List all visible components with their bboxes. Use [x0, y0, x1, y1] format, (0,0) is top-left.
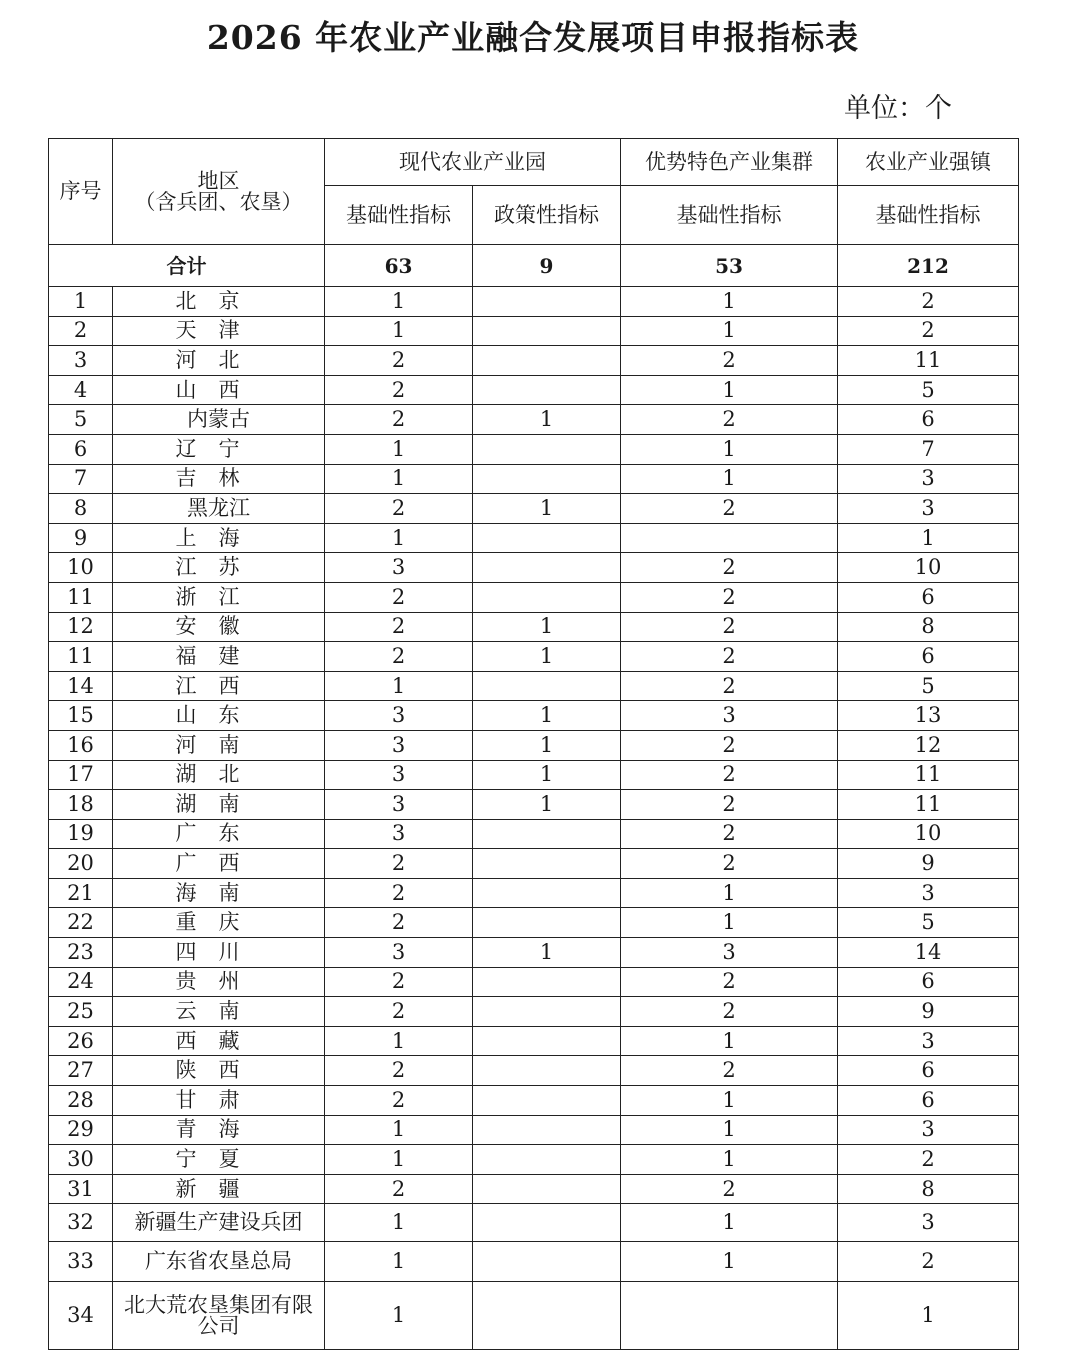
row-park-policy: [473, 1242, 621, 1282]
header-region-line1: 地区: [197, 168, 240, 193]
row-park-policy: [473, 967, 621, 997]
row-cluster-basic: 1: [621, 1204, 838, 1242]
table-row: [49, 642, 1019, 672]
row-town-basic: 1: [838, 523, 1019, 553]
row-seq: 26: [49, 1026, 113, 1056]
row-seq: 28: [49, 1086, 113, 1116]
row-seq: 33: [49, 1242, 113, 1282]
row-region: 四川: [113, 938, 325, 968]
row-region: 新疆: [113, 1174, 325, 1204]
row-town-basic: 13: [838, 701, 1019, 731]
row-region: 湖北: [113, 760, 325, 790]
row-region: 辽宁: [113, 434, 325, 464]
total-label: 合计: [49, 245, 325, 287]
row-seq: 19: [49, 819, 113, 849]
row-town-basic: 8: [838, 612, 1019, 642]
row-region: 内蒙古: [113, 405, 325, 435]
row-cluster-basic: 2: [621, 967, 838, 997]
row-town-basic: 8: [838, 1174, 1019, 1204]
row-park-policy: [473, 582, 621, 612]
row-cluster-basic: 1: [621, 1115, 838, 1145]
table-row: [49, 582, 1019, 612]
table-row: [49, 434, 1019, 464]
row-region: 新疆生产建设兵团: [113, 1204, 325, 1242]
row-region: 安徽: [113, 612, 325, 642]
row-park-policy: [473, 316, 621, 346]
row-park-policy: [473, 346, 621, 376]
table-row: [49, 405, 1019, 435]
row-seq: 30: [49, 1145, 113, 1175]
row-park-policy: [473, 1115, 621, 1145]
row-park-policy: [473, 1026, 621, 1056]
header-modern-park: 现代农业产业园: [325, 139, 621, 186]
table-row: [49, 908, 1019, 938]
row-park-policy: [473, 997, 621, 1027]
row-town-basic: 3: [838, 1115, 1019, 1145]
row-town-basic: 10: [838, 553, 1019, 583]
row-cluster-basic: 2: [621, 582, 838, 612]
table-row: [49, 790, 1019, 820]
row-seq: 34: [49, 1282, 113, 1350]
row-cluster-basic: 1: [621, 1145, 838, 1175]
row-town-basic: 10: [838, 819, 1019, 849]
row-park-policy: 1: [473, 405, 621, 435]
row-park-basic: 3: [325, 730, 473, 760]
row-cluster-basic: 2: [621, 819, 838, 849]
row-seq: 29: [49, 1115, 113, 1145]
row-town-basic: 6: [838, 1056, 1019, 1086]
row-cluster-basic: 1: [621, 1242, 838, 1282]
row-park-basic: 1: [325, 523, 473, 553]
table-row: [49, 701, 1019, 731]
row-park-policy: 1: [473, 642, 621, 672]
row-region: 吉林: [113, 464, 325, 494]
table-row: [49, 316, 1019, 346]
table-row: [49, 553, 1019, 583]
row-seq: 20: [49, 849, 113, 879]
table-row: [49, 938, 1019, 968]
row-park-policy: [473, 375, 621, 405]
quota-table: [48, 138, 1019, 1350]
table-row: [49, 1242, 1019, 1282]
row-region: 上海: [113, 523, 325, 553]
row-park-basic: 2: [325, 346, 473, 376]
row-town-basic: 6: [838, 642, 1019, 672]
row-park-policy: [473, 819, 621, 849]
row-town-basic: 3: [838, 878, 1019, 908]
table-row: [49, 1174, 1019, 1204]
row-cluster-basic: 1: [621, 908, 838, 938]
row-seq: 11: [49, 582, 113, 612]
row-park-basic: 1: [325, 287, 473, 317]
table-row: [49, 1282, 1019, 1350]
row-park-basic: 1: [325, 434, 473, 464]
row-town-basic: 14: [838, 938, 1019, 968]
header-region-line2: （含兵团、农垦）: [134, 189, 303, 214]
row-cluster-basic: 2: [621, 1056, 838, 1086]
row-seq: 6: [49, 434, 113, 464]
row-region: 海南: [113, 878, 325, 908]
row-seq: 7: [49, 464, 113, 494]
row-cluster-basic: 1: [621, 1086, 838, 1116]
row-town-basic: 9: [838, 849, 1019, 879]
row-region: 江苏: [113, 553, 325, 583]
table-row: [49, 730, 1019, 760]
table-row: [49, 849, 1019, 879]
row-park-basic: 2: [325, 1056, 473, 1086]
row-cluster-basic: 3: [621, 938, 838, 968]
table-row: [49, 1115, 1019, 1145]
row-park-policy: [473, 1056, 621, 1086]
row-region: 青海: [113, 1115, 325, 1145]
row-park-basic: 1: [325, 464, 473, 494]
header-strong-town: 农业产业强镇: [838, 139, 1019, 186]
row-cluster-basic: 2: [621, 730, 838, 760]
row-cluster-basic: 3: [621, 701, 838, 731]
row-town-basic: 9: [838, 997, 1019, 1027]
row-region: 天津: [113, 316, 325, 346]
row-cluster-basic: 2: [621, 760, 838, 790]
row-park-policy: [473, 553, 621, 583]
row-cluster-basic: 2: [621, 553, 838, 583]
row-seq: 17: [49, 760, 113, 790]
header-row-1: [49, 139, 1019, 186]
row-region: 河南: [113, 730, 325, 760]
row-cluster-basic: [621, 523, 838, 553]
row-park-basic: 2: [325, 1086, 473, 1116]
row-seq: 25: [49, 997, 113, 1027]
header-cluster-basic: 基础性指标: [621, 186, 838, 245]
row-seq: 4: [49, 375, 113, 405]
table-row: [49, 612, 1019, 642]
row-region: 广东省农垦总局: [113, 1242, 325, 1282]
row-park-basic: 2: [325, 405, 473, 435]
row-park-basic: 1: [325, 316, 473, 346]
row-park-basic: 1: [325, 1282, 473, 1350]
row-park-basic: 2: [325, 908, 473, 938]
row-seq: 11: [49, 642, 113, 672]
row-park-policy: [473, 1282, 621, 1350]
row-cluster-basic: 1: [621, 434, 838, 464]
table-row: [49, 1026, 1019, 1056]
row-park-policy: [473, 1145, 621, 1175]
row-park-policy: [473, 1086, 621, 1116]
table-row: [49, 494, 1019, 524]
row-park-basic: 3: [325, 701, 473, 731]
header-park-policy: 政策性指标: [473, 186, 621, 245]
row-park-policy: [473, 849, 621, 879]
row-cluster-basic: 2: [621, 494, 838, 524]
row-region: 湖南: [113, 790, 325, 820]
row-park-basic: 3: [325, 790, 473, 820]
row-cluster-basic: 1: [621, 316, 838, 346]
table-row: [49, 671, 1019, 701]
row-town-basic: 11: [838, 790, 1019, 820]
total-cluster-basic: 53: [621, 245, 838, 287]
row-park-policy: 1: [473, 494, 621, 524]
row-park-basic: 2: [325, 849, 473, 879]
row-town-basic: 2: [838, 287, 1019, 317]
row-region: 山西: [113, 375, 325, 405]
row-town-basic: 11: [838, 346, 1019, 376]
row-town-basic: 3: [838, 1204, 1019, 1242]
row-seq: 3: [49, 346, 113, 376]
row-town-basic: 5: [838, 908, 1019, 938]
row-park-basic: 2: [325, 997, 473, 1027]
row-region: 北京: [113, 287, 325, 317]
row-region: 浙江: [113, 582, 325, 612]
row-park-policy: [473, 287, 621, 317]
table-row: [49, 464, 1019, 494]
table-row: [49, 967, 1019, 997]
row-park-policy: 1: [473, 938, 621, 968]
row-park-basic: 2: [325, 1174, 473, 1204]
table-row: [49, 819, 1019, 849]
header-town-basic: 基础性指标: [838, 186, 1019, 245]
row-seq: 1: [49, 287, 113, 317]
row-seq: 23: [49, 938, 113, 968]
row-seq: 15: [49, 701, 113, 731]
row-park-basic: 1: [325, 1204, 473, 1242]
row-town-basic: 6: [838, 1086, 1019, 1116]
row-town-basic: 6: [838, 582, 1019, 612]
row-region: 贵州: [113, 967, 325, 997]
table-row: [49, 287, 1019, 317]
row-region: 黑龙江: [113, 494, 325, 524]
row-park-policy: 1: [473, 701, 621, 731]
row-cluster-basic: 2: [621, 642, 838, 672]
row-seq: 27: [49, 1056, 113, 1086]
total-row: [49, 245, 1019, 287]
row-park-policy: [473, 523, 621, 553]
row-region: 山东: [113, 701, 325, 731]
row-seq: 12: [49, 612, 113, 642]
row-park-policy: [473, 878, 621, 908]
row-cluster-basic: [621, 1282, 838, 1350]
row-region: 江西: [113, 671, 325, 701]
row-park-basic: 2: [325, 582, 473, 612]
row-cluster-basic: 1: [621, 878, 838, 908]
row-town-basic: 7: [838, 434, 1019, 464]
total-park-policy: 9: [473, 245, 621, 287]
row-park-basic: 3: [325, 553, 473, 583]
row-town-basic: 5: [838, 671, 1019, 701]
row-region: 广西: [113, 849, 325, 879]
row-cluster-basic: 1: [621, 287, 838, 317]
header-region: [113, 139, 325, 245]
row-region: 宁夏: [113, 1145, 325, 1175]
row-seq: 8: [49, 494, 113, 524]
row-cluster-basic: 1: [621, 464, 838, 494]
table-row: [49, 878, 1019, 908]
row-town-basic: 3: [838, 1026, 1019, 1056]
row-cluster-basic: 2: [621, 671, 838, 701]
row-park-policy: [473, 434, 621, 464]
row-cluster-basic: 2: [621, 849, 838, 879]
row-park-basic: 1: [325, 1115, 473, 1145]
row-park-policy: 1: [473, 760, 621, 790]
row-seq: 31: [49, 1174, 113, 1204]
row-seq: 9: [49, 523, 113, 553]
unit-label: 单位：个: [844, 93, 952, 124]
row-town-basic: 3: [838, 494, 1019, 524]
row-region: 西藏: [113, 1026, 325, 1056]
row-park-policy: [473, 464, 621, 494]
table-row: [49, 997, 1019, 1027]
header-seq: 序号: [49, 139, 113, 245]
row-town-basic: 12: [838, 730, 1019, 760]
row-region: 北大荒农垦集团有限公司: [113, 1282, 325, 1350]
row-seq: 16: [49, 730, 113, 760]
row-town-basic: 11: [838, 760, 1019, 790]
row-seq: 21: [49, 878, 113, 908]
row-cluster-basic: 1: [621, 1026, 838, 1056]
table-row: [49, 375, 1019, 405]
row-park-basic: 2: [325, 375, 473, 405]
row-seq: 14: [49, 671, 113, 701]
row-park-policy: [473, 1204, 621, 1242]
row-seq: 5: [49, 405, 113, 435]
row-park-basic: 2: [325, 642, 473, 672]
row-park-basic: 3: [325, 819, 473, 849]
table-row: [49, 1204, 1019, 1242]
row-region: 广东: [113, 819, 325, 849]
row-park-basic: 1: [325, 671, 473, 701]
row-park-basic: 1: [325, 1145, 473, 1175]
row-seq: 10: [49, 553, 113, 583]
header-industry-cluster: 优势特色产业集群: [621, 139, 838, 186]
row-cluster-basic: 2: [621, 612, 838, 642]
row-town-basic: 2: [838, 1145, 1019, 1175]
row-cluster-basic: 2: [621, 790, 838, 820]
table-row: [49, 346, 1019, 376]
row-cluster-basic: 2: [621, 346, 838, 376]
row-cluster-basic: 2: [621, 405, 838, 435]
row-region: 福建: [113, 642, 325, 672]
row-cluster-basic: 2: [621, 997, 838, 1027]
row-park-policy: 1: [473, 612, 621, 642]
row-park-basic: 2: [325, 967, 473, 997]
row-park-policy: [473, 908, 621, 938]
row-town-basic: 5: [838, 375, 1019, 405]
row-region: 重庆: [113, 908, 325, 938]
row-region: 河北: [113, 346, 325, 376]
row-park-basic: 3: [325, 938, 473, 968]
row-park-basic: 2: [325, 612, 473, 642]
row-park-policy: 1: [473, 730, 621, 760]
document-title: 2026 年农业产业融合发展项目申报指标表: [206, 18, 860, 57]
row-park-policy: [473, 671, 621, 701]
row-seq: 22: [49, 908, 113, 938]
table-row: [49, 760, 1019, 790]
table-row: [49, 1056, 1019, 1086]
row-park-basic: 3: [325, 760, 473, 790]
total-town-basic: 212: [838, 245, 1019, 287]
table-row: [49, 1086, 1019, 1116]
row-cluster-basic: 2: [621, 1174, 838, 1204]
total-park-basic: 63: [325, 245, 473, 287]
row-cluster-basic: 1: [621, 375, 838, 405]
row-region: 陕西: [113, 1056, 325, 1086]
row-park-basic: 2: [325, 494, 473, 524]
row-park-basic: 2: [325, 878, 473, 908]
row-region: 甘肃: [113, 1086, 325, 1116]
row-park-policy: 1: [473, 790, 621, 820]
row-town-basic: 3: [838, 464, 1019, 494]
row-town-basic: 6: [838, 405, 1019, 435]
row-park-policy: [473, 1174, 621, 1204]
row-town-basic: 2: [838, 316, 1019, 346]
row-town-basic: 6: [838, 967, 1019, 997]
table-row: [49, 1145, 1019, 1175]
row-seq: 2: [49, 316, 113, 346]
row-town-basic: 2: [838, 1242, 1019, 1282]
row-park-basic: 1: [325, 1026, 473, 1056]
row-seq: 24: [49, 967, 113, 997]
row-region: 云南: [113, 997, 325, 1027]
row-seq: 32: [49, 1204, 113, 1242]
row-town-basic: 1: [838, 1282, 1019, 1350]
row-seq: 18: [49, 790, 113, 820]
header-park-basic: 基础性指标: [325, 186, 473, 245]
row-park-basic: 1: [325, 1242, 473, 1282]
table-row: [49, 523, 1019, 553]
